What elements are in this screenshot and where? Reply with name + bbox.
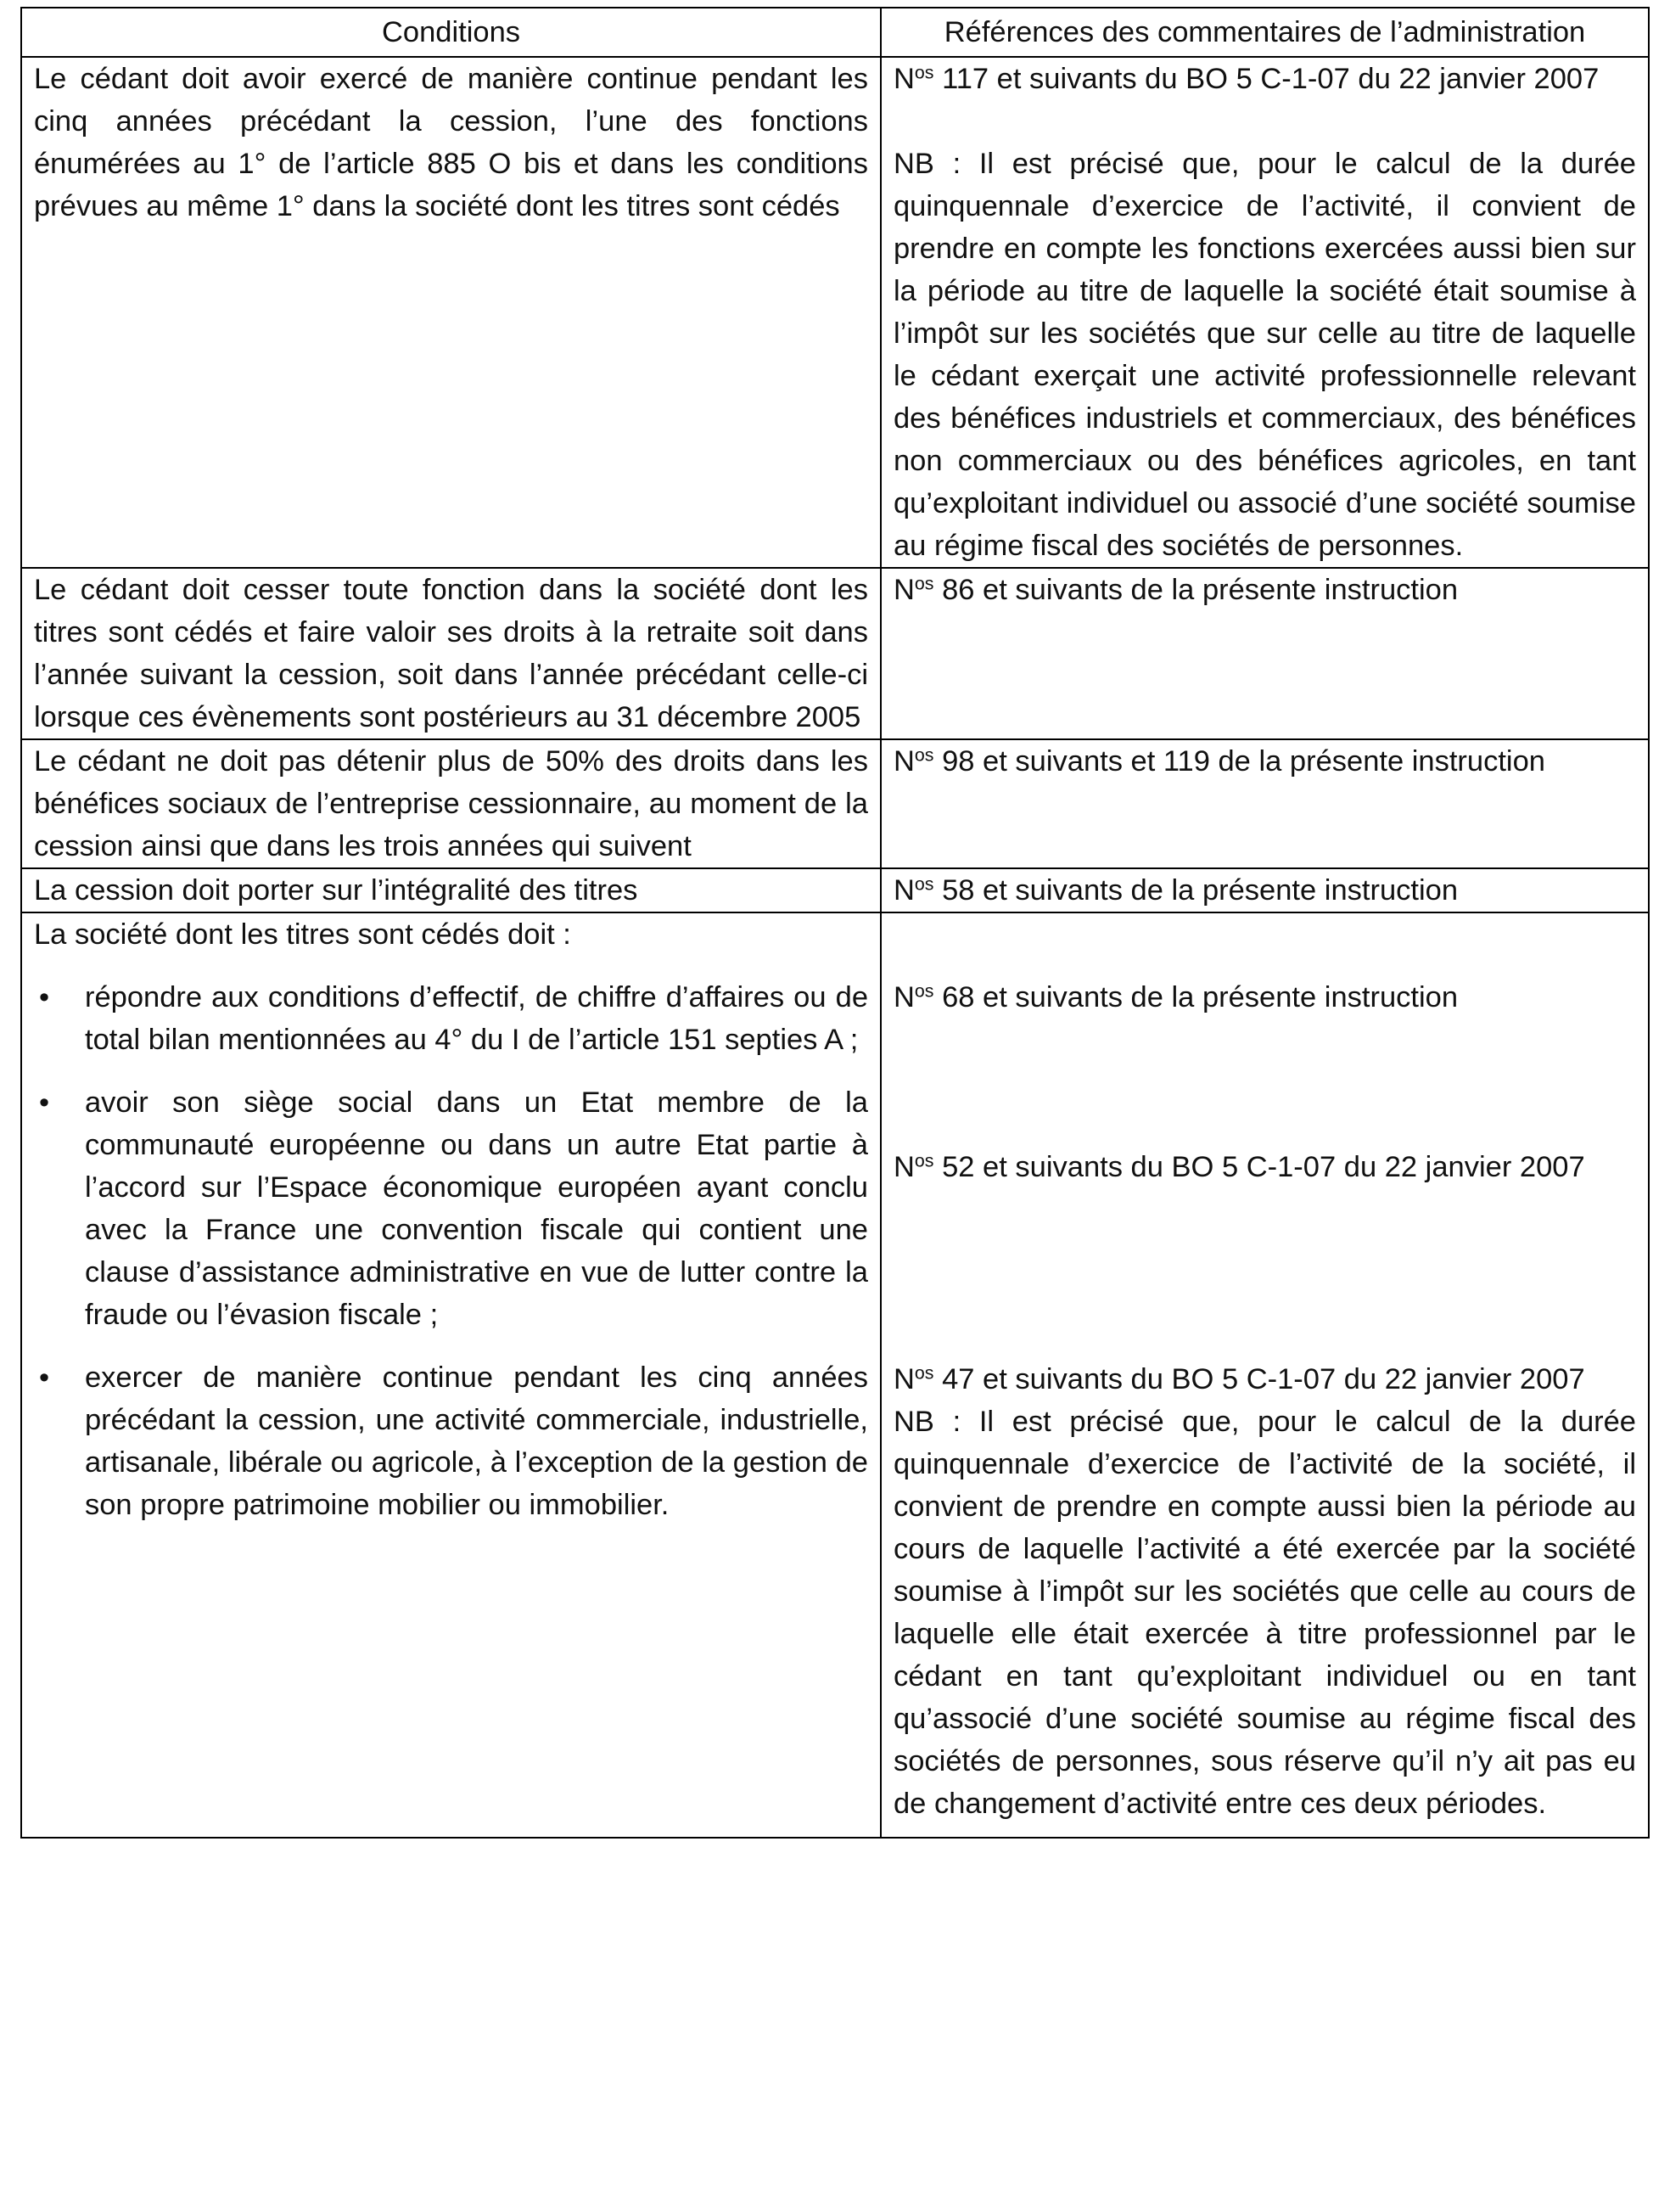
reference-cell [881,868,1649,912]
nb-note: NB : Il est précisé que, pour le calcul de la durée quinquennale d’exercice de l’activité, il convient de prendre en compte les fonctions exercées aussi bien sur la période au titre de laquelle la société était soumise à l’impôt sur les sociétés que sur celle au titre de laquelle le cédant exerçait une activité professionnelle relevant des bénéfices industriels et commerciaux, des bénéfices non commerciaux ou des bénéfices agricoles, en tant qu’exploitant individuel ou associé d’une société soumise au régime fiscal des sociétés de personnes. [894,148,1636,562]
ref-body: 58 et suivants de la présente instruction [933,874,1459,907]
ref-body: 117 et suivants du BO 5 C-1-07 du 22 janvier 2007 [933,63,1600,95]
ref-body: 47 et suivants du BO 5 C-1-07 du 22 janvier 2007 [933,1363,1585,1395]
ref-body: 68 et suivants de la présente instruction [933,981,1459,1013]
table-header-row [21,8,1649,57]
bullet-text: répondre aux conditions d’effectif, de chiffre d’affaires ou de total bilan mentionnées au 4° du I de l’article 151 septies A ; [85,981,868,1056]
condition-text: Le cédant doit avoir exercé de manière continue pendant les cinq années précédant la cession, l’une des fonctions énumérées au 1° de l’article 885 O bis et dans les conditions prévues au même 1° dans la société dont les titres sont cédés [34,63,868,222]
condition-cell [21,739,881,868]
reference-text [894,1358,1636,1401]
header-conditions: Conditions [21,8,881,57]
ref-superscript: os [914,873,934,895]
ref-prefix: N [894,1151,915,1183]
ref-prefix: N [894,63,915,95]
ref-body: 98 et suivants et 119 de la présente instruction [933,745,1545,778]
ref-prefix: N [894,745,915,778]
table-row [21,57,1649,568]
reference-cell [881,568,1649,739]
bullet-icon: • [39,1361,50,1394]
ref-superscript: os [914,980,934,1002]
ref-body: 52 et suivants du BO 5 C-1-07 du 22 janvier 2007 [933,1151,1585,1183]
nb-note: NB : Il est précisé que, pour le calcul de la durée quinquennale d’exercice de l’activité de la société, il convient de prendre en compte aussi bien la période au cours de laquelle l’activité a été exercée par la société soumise à l’impôt sur les sociétés que celle au cours de laquelle elle était exercée à titre professionnel par le cédant en tant qu’exploitant individuel ou en tant qu’associé d’une société soumise au régime fiscal des sociétés de personnes, sous réserve qu’il n’y ait pas eu de changement d’activité entre ces deux périodes. [894,1406,1636,1820]
bullet-item [34,976,868,1061]
table-row [21,912,1649,1838]
ref-prefix: N [894,574,915,606]
bullet-item [34,1081,868,1336]
condition-cell [21,868,881,912]
reference-text [894,1146,1636,1188]
bullet-text: exercer de manière continue pendant les cinq années précédant la cession, une activité commerciale, industrielle, artisanale, libérale ou agricole, à l’exception de la gestion de son propre patrimoine mobilier ou immobilier. [85,1361,868,1521]
bullet-icon: • [39,981,50,1013]
header-references: Références des commentaires de l’administration [881,8,1649,57]
condition-intro: La société dont les titres sont cédés doit : [34,918,571,951]
reference-text [894,869,1636,912]
condition-text: Le cédant ne doit pas détenir plus de 50% des droits dans les bénéfices sociaux de l’entreprise cessionnaire, au moment de la cession ainsi que dans les trois années qui suivent [34,745,868,862]
ref-body: 86 et suivants de la présente instruction [933,574,1459,606]
condition-cell [21,912,881,1838]
ref-prefix: N [894,1363,915,1395]
table-row [21,568,1649,739]
ref-superscript: os [914,1150,934,1171]
condition-text: Le cédant doit cesser toute fonction dans la société dont les titres sont cédés et faire valoir ses droits à la retraite soit dans l’année suivant la cession, soit dans l’année précédant celle-ci lorsque ces évènements sont postérieurs au 31 décembre 2005 [34,574,868,733]
reference-cell [881,57,1649,568]
condition-cell [21,57,881,568]
reference-text [894,740,1636,783]
ref-superscript: os [914,1362,934,1384]
reference-cell [881,912,1649,1838]
ref-prefix: N [894,981,915,1013]
reference-text [894,58,1636,100]
conditions-table [20,7,1650,1839]
ref-prefix: N [894,874,915,907]
reference-cell [881,739,1649,868]
bullet-text: avoir son siège social dans un Etat membre de la communauté européenne ou dans un autre Etat partie à l’accord sur l’Espace économique européen ayant conclu avec la France une convention fiscale qui contient une clause d’assistance administrative en vue de lutter contre la fraude ou l’évasion fiscale ; [85,1086,868,1331]
reference-text [894,569,1636,611]
table-row [21,739,1649,868]
reference-text [894,976,1636,1019]
table-row [21,868,1649,912]
ref-superscript: os [914,573,934,594]
ref-superscript: os [914,744,934,766]
condition-cell [21,568,881,739]
condition-text: La cession doit porter sur l’intégralité des titres [34,874,638,907]
ref-superscript: os [914,62,934,83]
bullet-icon: • [39,1086,50,1119]
bullet-item [34,1356,868,1526]
